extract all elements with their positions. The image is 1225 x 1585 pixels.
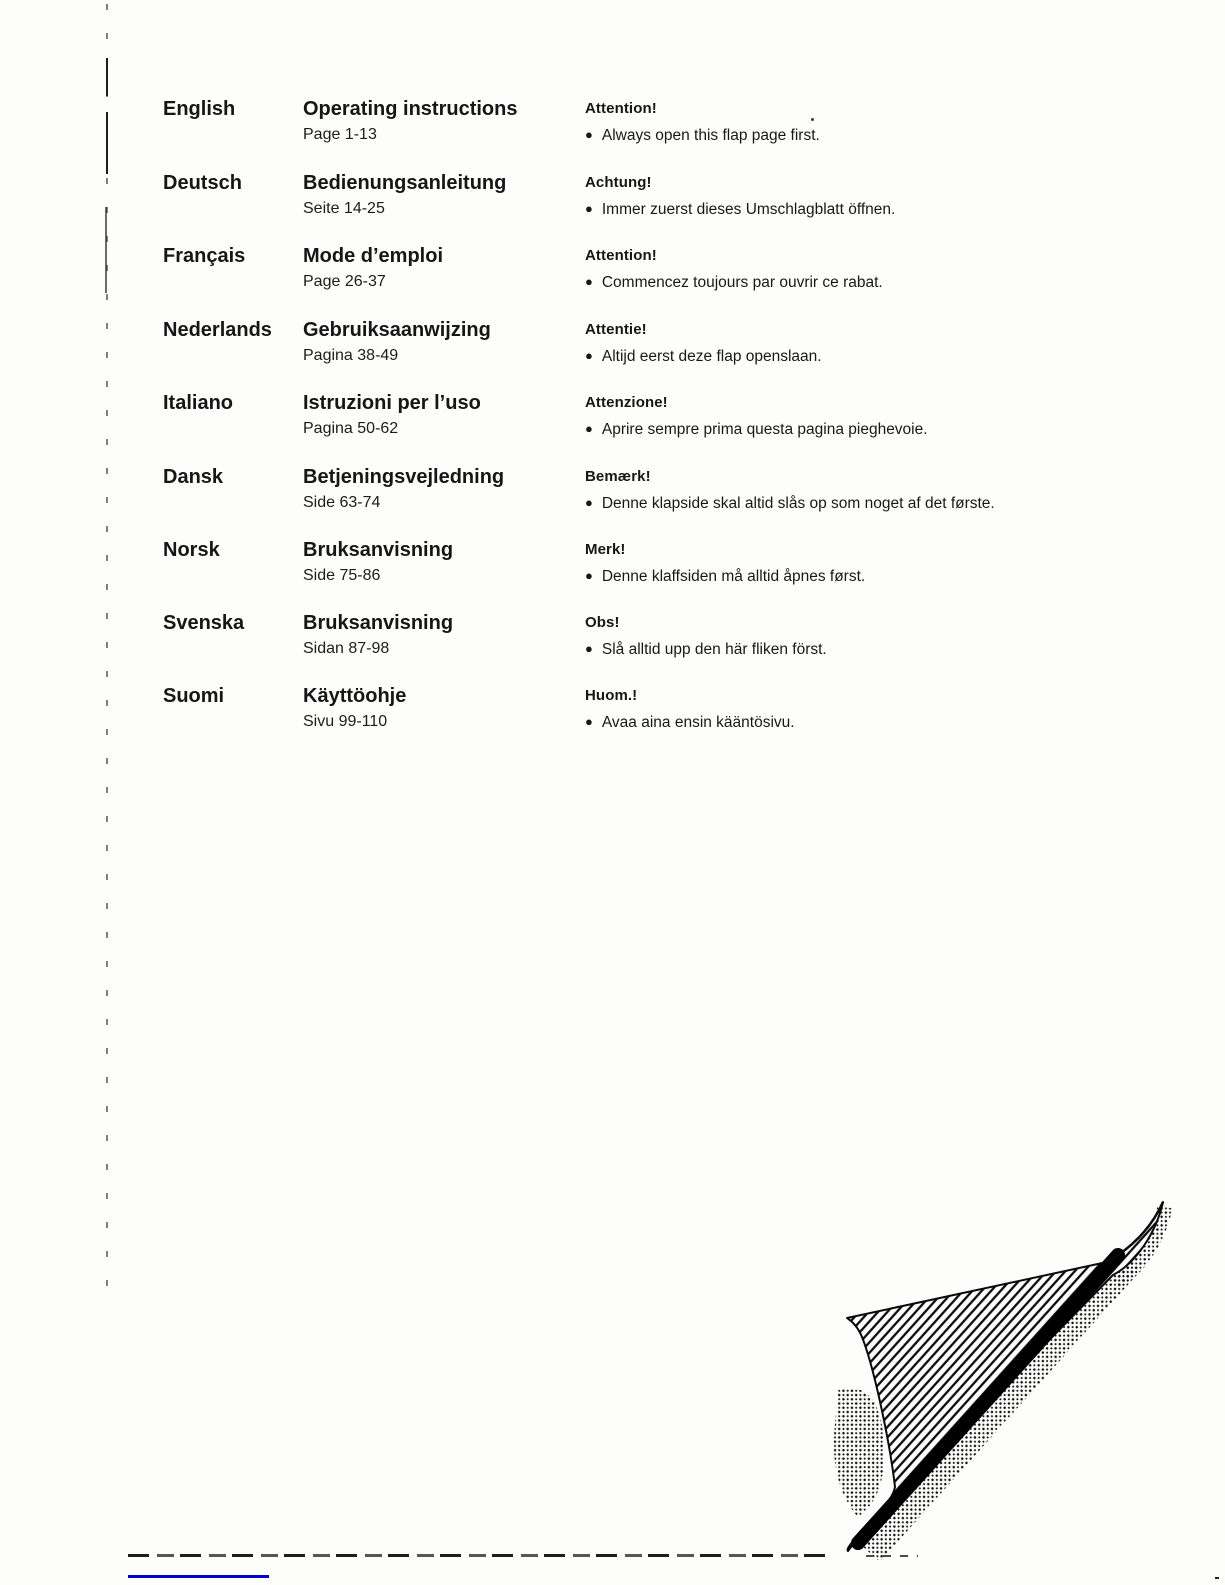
language-name: Italiano	[163, 392, 234, 414]
page-range: Sivu 99-110	[303, 713, 388, 730]
language-name: English	[163, 98, 236, 120]
language-row	[163, 685, 1173, 757]
language-row	[163, 539, 1173, 611]
notice-text: Altijd eerst deze flap openslaan.	[601, 348, 822, 365]
page-range: Page 26-37	[303, 273, 386, 290]
manual-title: Mode d’emploi	[303, 245, 443, 267]
title-block	[303, 392, 583, 438]
notice-heading: Attention!	[585, 100, 657, 117]
bullet-icon: ●	[585, 274, 593, 289]
bullet-icon: ●	[585, 568, 593, 583]
notice-heading: Bemærk!	[585, 468, 651, 485]
notice-text: Denne klaffsiden må alltid åpnes først.	[601, 568, 866, 585]
notice-block	[585, 248, 1165, 291]
manual-title: Käyttöohje	[303, 685, 407, 707]
language-row	[163, 172, 1173, 244]
notice-line	[585, 127, 1165, 144]
language-name: Deutsch	[163, 172, 242, 194]
page-range: Page 1-13	[303, 126, 377, 143]
notice-line	[585, 495, 1165, 512]
scan-speck	[1215, 1577, 1219, 1579]
curl-left-shadow	[834, 1388, 884, 1517]
title-block	[303, 319, 583, 365]
notice-block	[585, 322, 1165, 365]
manual-title: Gebruiksaanwijzing	[303, 319, 491, 341]
notice-heading: Obs!	[585, 614, 620, 631]
language-name: Norsk	[163, 539, 220, 561]
manual-title: Betjeningsvejledning	[303, 466, 505, 488]
title-block	[303, 685, 583, 731]
notice-line	[585, 348, 1165, 365]
binding-edge-marks	[106, 4, 108, 1294]
notice-text: Always open this flap page first.	[601, 127, 820, 144]
title-block	[303, 612, 583, 658]
notice-line	[585, 274, 1165, 291]
notice-line	[585, 714, 1165, 731]
title-block	[303, 539, 583, 585]
notice-heading: Huom.!	[585, 687, 638, 704]
notice-line	[585, 421, 1165, 438]
notice-block	[585, 175, 1165, 218]
bullet-icon: ●	[585, 348, 593, 363]
notice-block	[585, 615, 1165, 658]
binding-edge-mark-segment	[105, 207, 107, 293]
notice-line	[585, 568, 1165, 585]
notice-text: Commencez toujours par ouvrir ce rabat.	[601, 274, 883, 291]
page-range: Pagina 50-62	[303, 420, 399, 437]
notice-block	[585, 101, 1165, 144]
manual-title: Operating instructions	[303, 98, 518, 120]
notice-heading: Merk!	[585, 541, 626, 558]
bullet-icon: ●	[585, 495, 593, 510]
bottom-dashed-rule	[128, 1554, 830, 1557]
language-row	[163, 392, 1173, 464]
language-row	[163, 466, 1173, 538]
page-range: Side 75-86	[303, 567, 381, 584]
language-row	[163, 245, 1173, 317]
notice-block	[585, 395, 1165, 438]
notice-block	[585, 469, 1165, 512]
page-range: Side 63-74	[303, 494, 381, 511]
language-row	[163, 612, 1173, 684]
notice-text: Slå alltid upp den här fliken först.	[601, 641, 827, 658]
title-block	[303, 466, 583, 512]
language-row	[163, 319, 1173, 391]
bullet-icon: ●	[585, 714, 593, 729]
language-name: Svenska	[163, 612, 245, 634]
language-name: Français	[163, 245, 246, 267]
notice-heading: Attenzione!	[585, 394, 668, 411]
language-row	[163, 98, 1173, 170]
scan-speck	[811, 118, 814, 121]
title-block	[303, 98, 583, 144]
language-name: Suomi	[163, 685, 225, 707]
page-curl-icon	[818, 1185, 1173, 1560]
bullet-icon: ●	[585, 127, 593, 142]
notice-heading: Attention!	[585, 247, 657, 264]
manual-title: Bruksanvisning	[303, 539, 454, 561]
manual-title: Bruksanvisning	[303, 612, 454, 634]
title-block	[303, 172, 583, 218]
notice-text: Denne klapside skal altid slås op som noget af det første.	[601, 495, 995, 512]
language-name: Nederlands	[163, 319, 272, 341]
binding-edge-mark-segment	[106, 58, 108, 96]
page-range: Seite 14-25	[303, 200, 385, 217]
page-range: Pagina 38-49	[303, 347, 399, 364]
notice-heading: Achtung!	[585, 174, 652, 191]
notice-block	[585, 688, 1165, 731]
bullet-icon: ●	[585, 421, 593, 436]
title-block	[303, 245, 583, 291]
manual-title: Istruzioni per l’uso	[303, 392, 481, 414]
bullet-icon: ●	[585, 201, 593, 216]
page-range: Sidan 87-98	[303, 640, 390, 657]
notice-text: Immer zuerst dieses Umschlagblatt öffnen.	[601, 201, 896, 218]
notice-line	[585, 201, 1165, 218]
notice-heading: Attentie!	[585, 321, 647, 338]
bullet-icon: ●	[585, 641, 593, 656]
manual-title: Bedienungsanleitung	[303, 172, 507, 194]
notice-text: Avaa aina ensin kääntösivu.	[601, 714, 795, 731]
notice-line	[585, 641, 1165, 658]
notice-text: Aprire sempre prima questa pagina pieghevoie.	[601, 421, 928, 438]
blue-underline	[128, 1575, 269, 1578]
notice-block	[585, 542, 1165, 585]
binding-edge-mark-segment	[106, 112, 108, 174]
language-name: Dansk	[163, 466, 224, 488]
